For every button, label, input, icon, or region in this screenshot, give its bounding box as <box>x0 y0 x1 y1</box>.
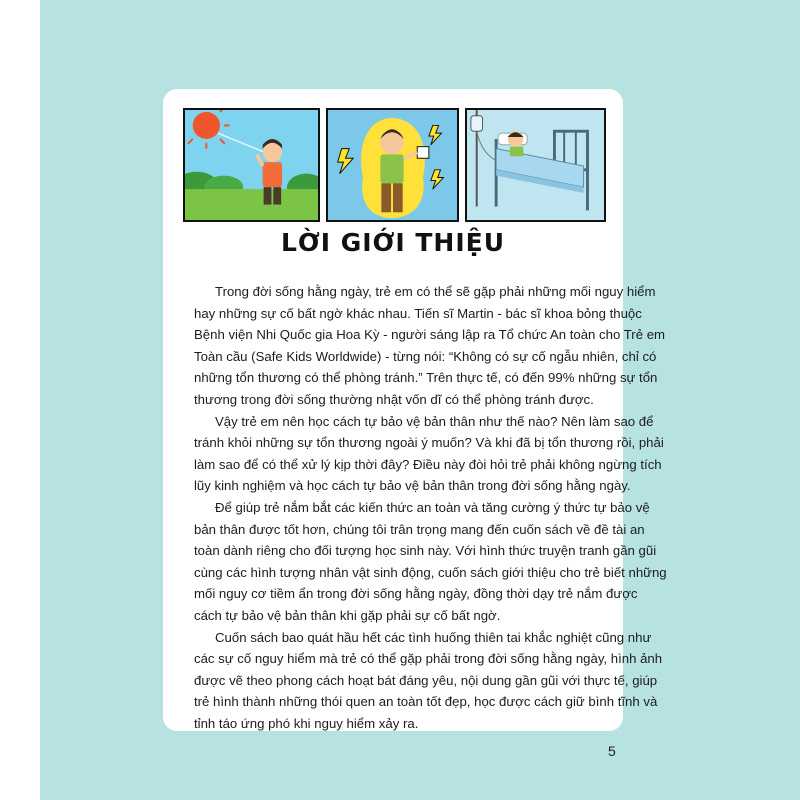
outlet-icon <box>417 147 429 159</box>
body-text <box>194 281 667 734</box>
text-line: toàn dành riêng cho đối tượng học sinh này. Với hình thức truyện tranh gần gũi <box>194 543 657 559</box>
page-card <box>163 89 667 731</box>
text-line: cách tự bảo vệ bản thân khi gặp phải sự cố bất ngờ. <box>194 607 501 623</box>
paragraph-1 <box>194 281 666 411</box>
text-line: Vậy trẻ em nên học cách tự bảo vệ bản thân như thế nào? Nên làm sao để <box>215 413 654 429</box>
text-line: bản thân được tốt hơn, chúng tôi trân trọng mang đến cuốn sách về đề tài an <box>194 521 645 537</box>
paragraph-3 <box>194 497 667 627</box>
iv-bag-icon <box>471 116 483 131</box>
text-line: cùng các hình tượng nhân vật sinh động, cuốn sách giới thiệu cho trẻ biết những <box>194 564 667 580</box>
text-line: thương trong đời sống thường nhật vốn dĩ có thể phòng tránh được. <box>194 391 594 407</box>
text-line: những tổn thương có thể phòng tránh.” Trên thực tế, có đến 99% những sự tổn <box>194 370 658 386</box>
text-line: lũy kinh nghiệm và học cách tự bảo vệ bản thân trong đời sống hằng ngày. <box>194 478 631 494</box>
text-line: Bệnh viện Nhi Quốc gia Hoa Kỳ - người sáng lập ra Tổ chức An toàn cho Trẻ em <box>194 327 666 343</box>
text-line: Toàn cầu (Safe Kids Worldwide) - từng nói: “Không có sự cố ngẫu nhiên, chỉ có <box>194 348 657 364</box>
text-line: hay những sự cố bất ngờ khác nhau. Tiến sĩ Martin - bác sĩ khoa bỏng thuộc <box>194 305 642 321</box>
text-line: Để giúp trẻ nắm bắt các kiến thức an toàn và tăng cường ý thức tự bảo vệ <box>215 499 650 515</box>
paragraph-2 <box>194 411 664 497</box>
page-number: 5 <box>608 743 616 759</box>
text-line: Trong đời sống hằng ngày, trẻ em có thể sẽ gặp phải những mối nguy hiểm <box>215 284 656 299</box>
text-line: tránh khỏi những sự tổn thương ngoài ý muốn? Và khi đã bị tổn thương rồi, phải <box>194 435 664 451</box>
text-line: làm sao để có thể xử lý kịp thời đây? Điều này đòi hỏi trẻ phải không ngừng tích <box>194 456 662 472</box>
text-line: tỉnh táo ứng phó khi nguy hiểm xảy ra. <box>194 715 419 731</box>
text-line: mối nguy cơ tiềm ẩn trong đời sống hằng ngày, đồng thời dạy trẻ nắm được <box>194 586 638 602</box>
paragraph-4 <box>194 627 663 735</box>
illustration-hospital-bed <box>465 108 606 222</box>
text-line: được vẽ theo phong cách hoạt bát đáng yêu, nội dung gần gũi với thực tế, giúp <box>194 672 658 688</box>
page-title: LỜI GIỚI THIỆU <box>280 228 506 257</box>
text-line: các sự cố nguy hiểm mà trẻ có thể gặp phải trong đời sống hằng ngày, hình ảnh <box>194 651 663 667</box>
text-line: Cuốn sách bao quát hầu hết các tình huống thiên tai khắc nghiệt cũng như <box>215 629 652 645</box>
illustration-hot-sun <box>183 108 320 222</box>
illustration-electric-shock <box>326 108 459 222</box>
text-line: trẻ hình thành những thói quen an toàn tốt đẹp, học được cách giữ bình tĩnh và <box>194 694 658 710</box>
illustration-strip <box>183 108 606 226</box>
